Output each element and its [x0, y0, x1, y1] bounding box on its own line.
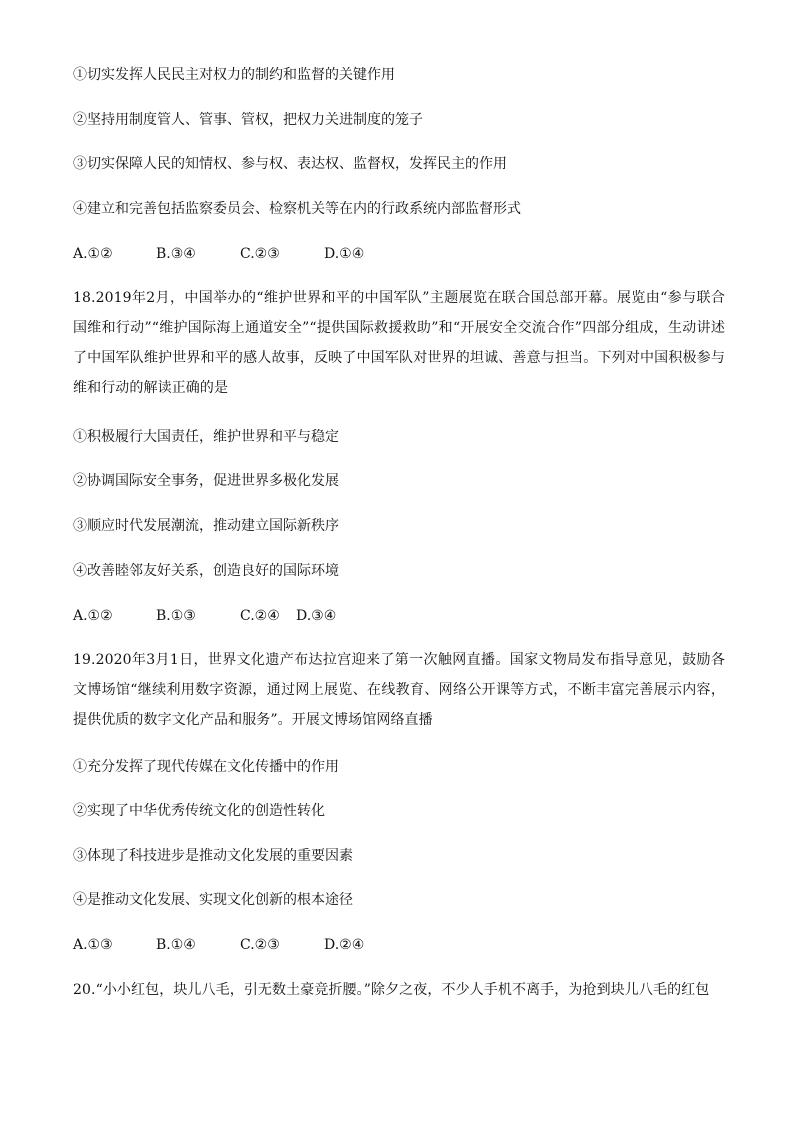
- q19-option-1: ①充分发挥了现代传媒在文化传播中的作用: [73, 759, 339, 775]
- q19-option-2: ②实现了中华优秀传统文化的创造性转化: [73, 803, 325, 819]
- q18-choice-b: B.①③: [156, 608, 196, 624]
- q17-choices: [73, 243, 364, 265]
- q17-option-1: ①切实发挥人民民主对权力的制约和监督的关键作用: [73, 67, 395, 83]
- q17-choice-d: D.①④: [324, 246, 365, 262]
- q18-choice-c: C.②④: [240, 608, 280, 624]
- q19-option-3: ③体现了科技进步是推动文化发展的重要因素: [73, 848, 353, 864]
- q18-option-2: ②协调国际安全事务，促进世界多极化发展: [73, 473, 339, 489]
- q18-stem: 18.2019年2月，中国举办的“维护世界和平的中国军队”主题展览在联合国总部开幕。展览由“参与联合国维和行动”“维护国际海上通道安全”“提供国际救援救助”和“开展安全交流合作”四部分组成，生动讲述了中国军队维护世界和平的感人故事，反映了中国军队对世界的坦诚、善意与担当。下列对中国积极参与维和行动的解读正确的是: [73, 290, 725, 396]
- q18-choice-a: A.①②: [73, 608, 113, 624]
- q18-option-3: ③顺应时代发展潮流，推动建立国际新秩序: [73, 518, 339, 534]
- q17-option-4: ④建立和完善包括监察委员会、检察机关等在内的行政系统内部监督形式: [73, 201, 521, 217]
- q19-option-4: ④是推动文化发展、实现文化创新的根本途径: [73, 892, 353, 908]
- q17-option-3: ③切实保障人民的知情权、参与权、表达权、监督权，发挥民主的作用: [73, 156, 507, 172]
- q19-choice-d: D.②④: [324, 937, 365, 953]
- q18-choice-d: D.③④: [296, 608, 337, 624]
- q19-stem: 19.2020年3月1日，世界文化遗产布达拉宫迎来了第一次触网直播。国家文物局发布指导意见，鼓励各文博场馆“继续利用数字资源，通过网上展览、在线教育、网络公开课等方式，不断丰富完善展示内容，提供优质的数字文化产品和服务”。开展文博场馆网络直播: [73, 652, 725, 728]
- q18-option-4: ④改善睦邻友好关系，创造良好的国际环境: [73, 563, 339, 579]
- q19-choices: [73, 934, 364, 956]
- q18-choices: [73, 605, 336, 627]
- q19-choice-c: C.②③: [240, 937, 280, 953]
- q20-stem: 20.“小小红包，块儿八毛，引无数土豪竞折腰。”除夕之夜，不少人手机不离手，为抢到块儿八毛的红包: [73, 982, 710, 998]
- q18-option-1: ①积极履行大国责任，维护世界和平与稳定: [73, 429, 339, 445]
- q17-choice-b: B.③④: [156, 246, 196, 262]
- q17-choice-c: C.②③: [240, 246, 280, 262]
- q17-option-2: ②坚持用制度管人、管事、管权，把权力关进制度的笼子: [73, 112, 423, 128]
- q19-choice-b: B.①④: [156, 937, 196, 953]
- q17-choice-a: A.①②: [73, 246, 113, 262]
- q19-choice-a: A.①③: [73, 937, 113, 953]
